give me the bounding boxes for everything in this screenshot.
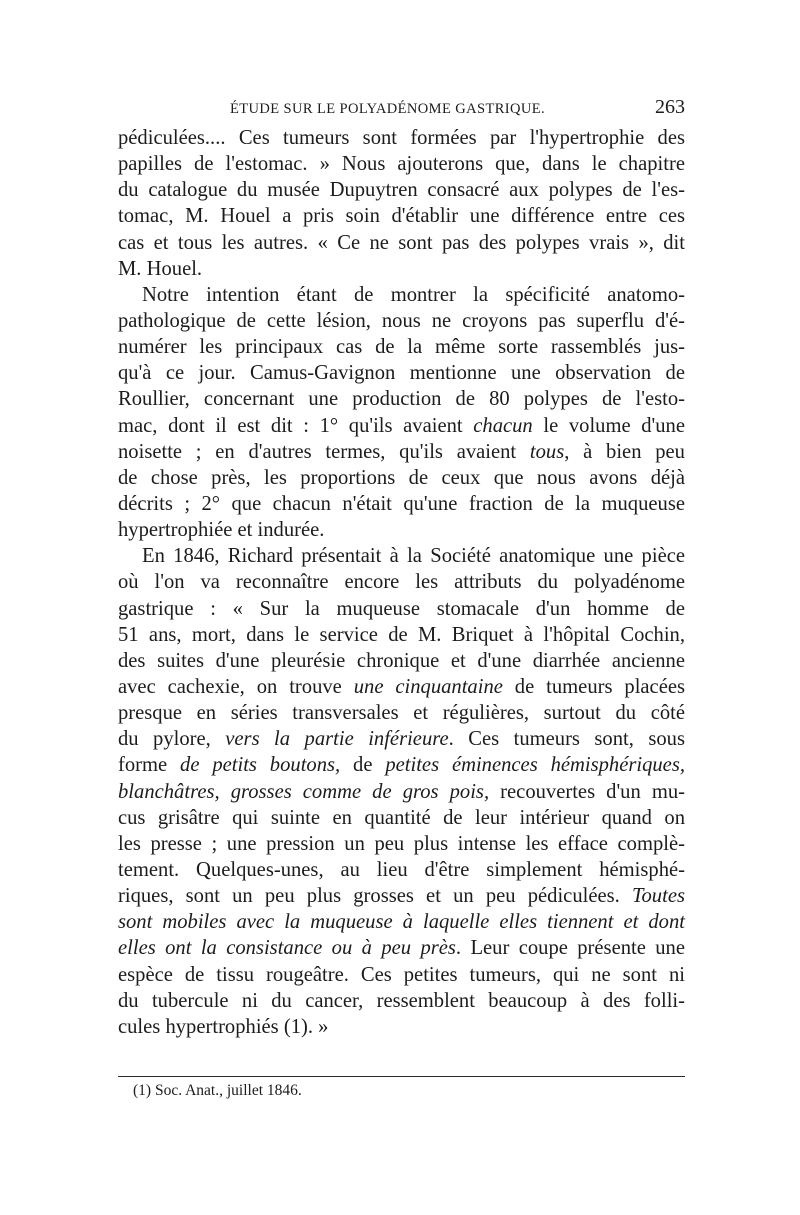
text-line [118, 622, 685, 648]
text-line [118, 230, 685, 256]
text-line [118, 125, 685, 151]
italic-run: sont mobiles avec la muqueuse à laquelle elles tiennent et dont [118, 911, 685, 934]
text-line [118, 596, 685, 622]
text-run: noisette ; en d'autres termes, qu'ils avaient [118, 440, 530, 463]
text-line [118, 282, 685, 308]
text-run: tement. Quelques-unes, au lieu d'être simplement hémisphé- [118, 858, 685, 881]
text-run: gastrique : « Sur la muqueuse stomacale d'un homme de [118, 597, 685, 620]
text-run: mac, dont il est dit : 1° qu'ils avaient [118, 414, 474, 437]
text-line [118, 988, 685, 1014]
text-line [118, 543, 685, 569]
text-line [118, 805, 685, 831]
text-line [118, 151, 685, 177]
text-line [118, 334, 685, 360]
text-line [118, 177, 685, 203]
text-line [118, 1014, 685, 1040]
text-run: papilles de l'estomac. » Nous ajouterons que, dans le chapitre [118, 153, 685, 176]
text-run: recouvertes d'un mu- [489, 780, 685, 803]
italic-run: tous [529, 440, 565, 463]
italic-run: chacun [473, 414, 533, 437]
text-run: de tumeurs placées [502, 675, 685, 698]
text-line [118, 569, 685, 595]
text-run: riques, sont un peu plus grosses et un peu pédiculées. [118, 885, 632, 908]
text-run: les presse ; une pression un peu plus intense les efface complè- [118, 832, 685, 855]
text-run: cas et tous les autres. « Ce ne sont pas des polypes vrais », dit [118, 231, 685, 254]
text-run: , à bien peu [564, 440, 685, 463]
text-line [118, 857, 685, 883]
text-run: Roullier, concernant une production de 80 polypes de l'esto- [118, 388, 685, 411]
text-run: qu'à ce jour. Camus-Gavignon mentionne une observation de [118, 362, 685, 385]
text-line [118, 726, 685, 752]
italic-run: petites éminences hémisphériques, [385, 754, 685, 777]
text-line [118, 674, 685, 700]
text-line [118, 308, 685, 334]
text-run: numérer les principaux cas de la même sorte rassemblés jus- [118, 336, 685, 359]
text-run: . Ces tumeurs sont, sous [448, 728, 685, 751]
text-run: de [340, 754, 386, 777]
text-run: forme [118, 754, 181, 777]
text-line [118, 700, 685, 726]
text-line [118, 648, 685, 674]
text-line [118, 360, 685, 386]
text-run: du catalogue du musée Dupuytren consacré aux polypes de l'es- [118, 179, 685, 202]
text-line [118, 386, 685, 412]
text-line [118, 752, 685, 778]
text-run: pédiculées.... Ces tumeurs sont formées par l'hypertrophie des [118, 127, 685, 149]
text-line [118, 831, 685, 857]
text-run: espèce de tissu rougeâtre. Ces petites tumeurs, qui ne sont ni [118, 963, 685, 986]
body-text [118, 125, 685, 1040]
text-line [118, 935, 685, 961]
italic-run: une cinquantaine [353, 675, 503, 698]
running-head [118, 98, 685, 124]
text-line [118, 256, 685, 282]
text-run: de chose près, les proportions de ceux que nous avons déjà [118, 466, 685, 489]
text-run: cus grisâtre qui suinte en quantité de leur intérieur quand on [118, 806, 685, 829]
text-run: hypertrophiée et indurée. [118, 519, 325, 542]
running-title: ÉTUDE SUR LE POLYADÉNOME GASTRIQUE. [230, 101, 546, 117]
italic-run: blanchâtres, grosses comme de gros pois, [118, 780, 490, 803]
text-run: 51 ans, mort, dans le service de M. Briquet à l'hôpital Cochin, [118, 623, 685, 646]
text-run: avec cachexie, on trouve [118, 675, 354, 698]
footnote-divider [118, 1076, 685, 1077]
text-run: des suites d'une pleurésie chronique et d'une diarrhée ancienne [118, 649, 685, 672]
text-run: du pylore, [118, 728, 226, 751]
text-line [118, 883, 685, 909]
text-run: . Leur coupe présente une [455, 937, 685, 960]
text-run: cules hypertrophiés (1). » [118, 1015, 329, 1038]
text-line [118, 779, 685, 805]
text-line [118, 962, 685, 988]
text-run: pathologique de cette lésion, nous ne croyons pas superflu d'é- [118, 309, 685, 332]
paragraph [118, 282, 685, 543]
text-run: où l'on va reconnaître encore les attributs du polyadénome [118, 571, 685, 594]
text-run: tomac, M. Houel a pris soin d'établir une différence entre ces [118, 205, 685, 228]
text-line [118, 439, 685, 465]
italic-run: Toutes [631, 885, 685, 908]
italic-run: vers la partie inférieure [225, 728, 449, 751]
paragraphs [118, 125, 685, 1040]
text-run: du tubercule ni du cancer, ressemblent beaucoup à des folli- [118, 989, 685, 1012]
text-run: le volume d'une [532, 414, 685, 437]
text-line [118, 909, 685, 935]
text-run: décrits ; 2° que chacun n'était qu'une fraction de la muqueuse [118, 492, 685, 515]
footnote: (1) Soc. Anat., juillet 1846. [133, 1082, 302, 1099]
page-number: 263 [655, 96, 685, 118]
text-line [118, 203, 685, 229]
text-run: En 1846, Richard présentait à la Société anatomique une pièce [142, 545, 685, 568]
text-run: Notre intention étant de montrer la spécificité anatomo- [142, 283, 685, 306]
text-line [118, 491, 685, 517]
text-line [118, 517, 685, 543]
paragraph [118, 543, 685, 1040]
italic-run: de petits boutons, [180, 754, 341, 777]
italic-run: elles ont la consistance ou à peu près [118, 937, 456, 960]
text-run: presque en séries transversales et régulières, surtout du côté [118, 702, 685, 725]
text-line [118, 465, 685, 491]
text-run: M. Houel. [118, 257, 203, 280]
text-line [118, 413, 685, 439]
paragraph [118, 125, 685, 282]
